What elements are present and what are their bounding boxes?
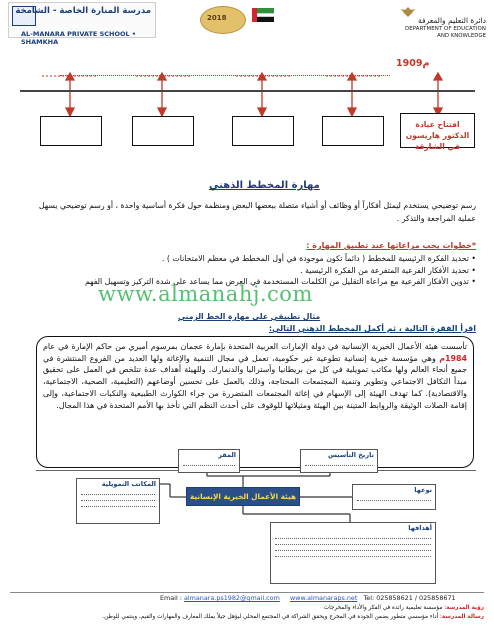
school-name-ar: مدرسة المنارة الخاصة - الشامخة bbox=[15, 6, 151, 16]
step-item: • تدوين الأفكار الفرعية مع مراعاة التقليل من الكلمات المستخدمة في العرض مما يساعد على شدة التركيز وتسهيل الفهم bbox=[26, 276, 476, 288]
node-goals bbox=[270, 522, 436, 584]
ministry-name-en-2: AND KNOWLEDGE bbox=[437, 33, 486, 39]
answer-line[interactable] bbox=[81, 494, 155, 495]
passage-part-1: تأسست هيئة الأعمال الخيرية الإنسانية في دولة الإمارات العربية المتحدة بإمارة عجمان بمرسوم أميري من حاكم الإمارة في عام bbox=[43, 342, 467, 351]
node-type bbox=[352, 484, 436, 510]
passage-year: 1984م bbox=[439, 353, 467, 363]
ministry-logo-block bbox=[390, 6, 486, 39]
answer-line[interactable] bbox=[81, 500, 155, 501]
footer-vision-line bbox=[14, 604, 484, 613]
timeline-axis bbox=[20, 90, 475, 92]
answer-line[interactable] bbox=[275, 538, 431, 539]
footer-phone: Tel: 025858621 / 025858671 bbox=[363, 594, 456, 602]
year-emblem-text: 2018 bbox=[207, 14, 227, 22]
watermark-text: www.almanahj.com bbox=[98, 282, 313, 306]
passage-part-2: وهي مؤسسة خيرية إنسانية تطوعية غير حكومية، تعمل في مجال التنمية والإغاثة ولها العديد من الفروع المنتشرة في جميع أنحاء العالم ولها مكاتب تمويلية في كل من بريطانيا وأستراليا والدنمارك. وللهيئة أهداف عدة تتلخص في العمل على تحقيق مبدأ التكافل الاجتماعي وتطوير وتنمية المجتمعات المحتاجة، وذلك بالعمل على تحسين أوضاعهم (التعليمية، الصحية، الاجتماعية، والاقتصادية). كما تهدف الهيئة إلى الإسهام في إغاثة المجتمعات المتضررة من جراء الكوارث الطبيعية والنكبات الاجتماعية، وإلى إقامة الصلات الوثيقة والروابط المتينة بين الهيئة ومثيلاتها للوقوف على أحدث النظم التي تأخذ بها الأمم المتحدة في هذا المجال. bbox=[43, 353, 467, 410]
answer-line[interactable] bbox=[275, 550, 431, 551]
node-funding-offices bbox=[76, 478, 160, 524]
footer-mission-line bbox=[14, 613, 484, 622]
timeline-year: 1909م bbox=[396, 58, 430, 69]
mission-text: : أداء مؤسسي متطور يضمن الجودة في المخرج ويحقق الشراكة في المجتمع المحلي ليؤهل جيلاً يملك المعارف والمهارات والقيم، وينتمي للوطن. bbox=[102, 614, 442, 620]
footer-contact bbox=[160, 594, 456, 602]
answer-line[interactable] bbox=[357, 500, 431, 501]
mindmap-center bbox=[186, 487, 300, 506]
footer-email-link[interactable]: almanara.ps1982@gmail.com bbox=[183, 594, 280, 602]
answer-line[interactable] bbox=[275, 556, 431, 557]
timeline-empty-box-4[interactable] bbox=[322, 116, 384, 146]
ministry-name-ar: دائرة التعليم والمعرفة bbox=[417, 16, 486, 25]
node-headquarters-label: المقر bbox=[218, 451, 236, 459]
uae-flag-icon bbox=[252, 8, 274, 22]
vision-text: : مؤسسة تعليمية رائدة في الفكر والأداء والمخرجات bbox=[323, 605, 447, 611]
footer-email-label: Email : bbox=[160, 594, 182, 602]
applied-example-heading: مثال تطبيقي على مهارة الخط الزمني bbox=[178, 312, 321, 321]
node-funding-offices-label: المكاتب التمويلية bbox=[101, 480, 156, 488]
node-founding-date-label: تاريخ التأسيس bbox=[327, 451, 374, 459]
vision-label: رؤية المدرسة bbox=[446, 605, 484, 611]
steps-heading: *خطوات يجب مراعاتها عند تطبيق المهارة : bbox=[306, 241, 476, 250]
school-name-en: AL-MANARA PRIVATE SCHOOL • SHAMKHA bbox=[21, 30, 137, 46]
school-header-card bbox=[8, 2, 156, 46]
mission-label: رسالة المدرسة bbox=[441, 614, 484, 620]
answer-line[interactable] bbox=[81, 506, 155, 507]
node-founding-date bbox=[300, 449, 378, 473]
section-title: مهارة المخطط الذهني bbox=[209, 180, 320, 191]
answer-line[interactable] bbox=[183, 465, 235, 466]
footer-divider bbox=[10, 592, 484, 593]
intro-paragraph: رسم توضيحي يستخدم ليمثل أفكاراً أو وظائف أو أشياء متصلة ببعضها البعض ومنظمة حول فكرة أساسية واحدة ، أو رسم توضيحي يسهل عملية المراجعة والتذكر . bbox=[38, 201, 476, 223]
node-type-label: نوعها bbox=[414, 486, 432, 494]
ministry-name-en-1: DEPARTMENT OF EDUCATION bbox=[405, 26, 486, 32]
reading-heading: اقرأ الفقرة التالية ، ثم أكمل المخطط الذهني التالي: bbox=[268, 324, 476, 333]
year-emblem-logo bbox=[200, 6, 246, 34]
timeline-empty-box-1[interactable] bbox=[40, 116, 102, 146]
node-goals-label: أهدافها bbox=[408, 524, 432, 532]
step-item: • تحديد الأفكار الفرعية المتفرعة من الفكرة الرئيسية . bbox=[26, 265, 476, 277]
timeline-empty-box-2[interactable] bbox=[132, 116, 194, 146]
reading-passage-box bbox=[36, 336, 474, 468]
timeline-event-text: افتتاح عيادة الدكتور هاريسون في الشارقة bbox=[405, 120, 470, 151]
footer-vision-mission bbox=[14, 604, 484, 622]
answer-line[interactable] bbox=[275, 544, 431, 545]
timeline-empty-box-3[interactable] bbox=[232, 116, 294, 146]
timeline-event-box bbox=[400, 113, 475, 151]
node-headquarters bbox=[178, 449, 240, 473]
passage-text bbox=[43, 341, 467, 411]
falcon-emblem-icon bbox=[400, 6, 416, 18]
answer-line[interactable] bbox=[305, 465, 373, 466]
footer-website-link[interactable]: www.almanaraps.net bbox=[290, 594, 358, 602]
mindmap-center-label: هيئة الأعمال الخيرية الإنسانية bbox=[189, 492, 297, 501]
step-item: • تحديد الفكرة الرئيسية للمخطط ( دائماً تكون موجودة في أول المخطط في معظم الامتحانات ) . bbox=[26, 253, 476, 265]
